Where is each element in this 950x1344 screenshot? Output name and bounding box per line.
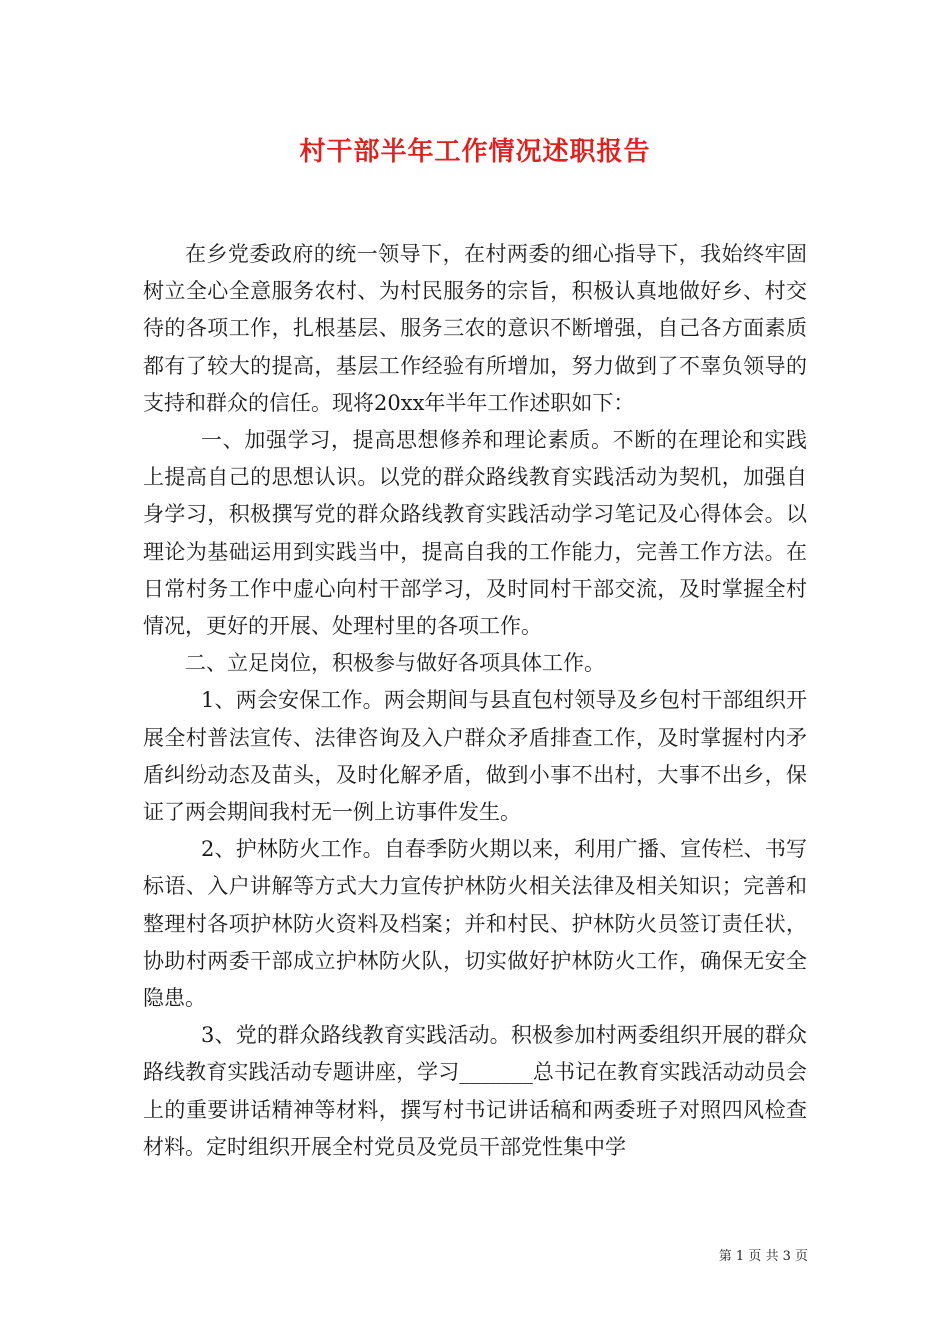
page-number: 第 1 页 共 3 页 xyxy=(718,1249,808,1264)
section-2-heading: 二、立足岗位，积极参与做好各项具体工作。 xyxy=(185,651,605,676)
item-3-paragraph: 3、党的群众路线教育实践活动。积极参加村两委组织开展的群众路线教育实践活动专题讲座，学习_______总书记在教育实践活动动员会上的重要讲话精神等材料，撰写村书记讲话稿和两委班子对照四风检查材料。定时组织开展全村党员及党员干部党性集中学 xyxy=(143,1023,807,1159)
document-title: 村干部半年工作情况述职报告 xyxy=(299,137,651,167)
document-body xyxy=(143,236,807,1166)
item-1-paragraph: 1、两会安保工作。两会期间与县直包村领导及乡包村干部组织开展全村普法宣传、法律咨询及入户群众矛盾排查工作，及时掌握村内矛盾纠纷动态及苗头，及时化解矛盾，做到小事不出村，大事不出乡，保证了两会期间我村无一例上访事件发生。 xyxy=(143,688,807,825)
section-1-paragraph: 一、加强学习，提高思想修养和理论素质。不断的在理论和实践上提高自己的思想认识。以党的群众路线教育实践活动为契机，加强自身学习，积极撰写党的群众路线教育实践活动学习笔记及心得体会。以理论为基础运用到实践当中，提高自我的工作能力，完善工作方法。在日常村务工作中虚心向村干部学习，及时同村干部交流，及时掌握全村情况，更好的开展、处理村里的各项工作。 xyxy=(143,428,807,639)
intro-paragraph: 在乡党委政府的统一领导下，在村两委的细心指导下，我始终牢固树立全心全意服务农村、为村民服务的宗旨，积极认真地做好乡、村交待的各项工作，扎根基层、服务三农的意识不断增强，自己各方面素质都有了较大的提高，基层工作经验有所增加，努力做到了不辜负领导的支持和群众的信任。现将20xx年半年工作述职如下： xyxy=(143,242,807,415)
item-2-paragraph: 2、护林防火工作。自春季防火期以来，利用广播、宣传栏、书写标语、入户讲解等方式大力宣传护林防火相关法律及相关知识；完善和整理村各项护林防火资料及档案；并和村民、护林防火员签订责任状，协助村两委干部成立护林防火队，切实做好护林防火工作，确保无安全隐患。 xyxy=(143,837,807,1011)
